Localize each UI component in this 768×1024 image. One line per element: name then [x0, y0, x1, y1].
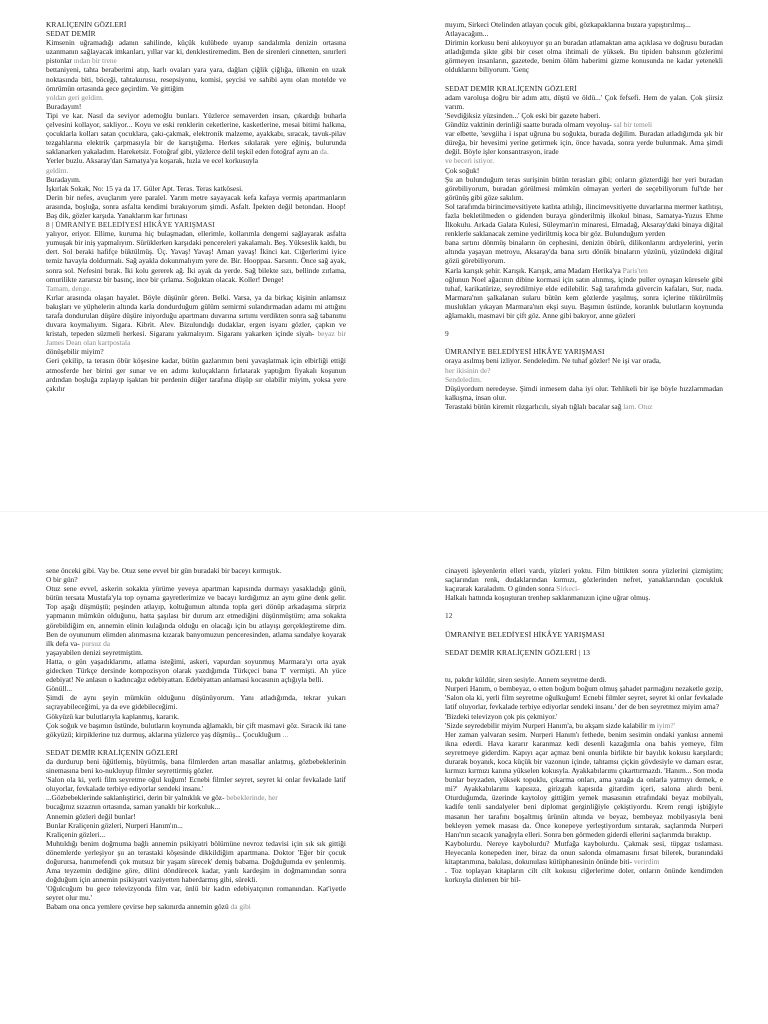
paragraph	[46, 839, 346, 884]
paragraph	[445, 402, 723, 411]
running-header: SEDAT DEMİR KRALİÇENİN GÖZLERİ	[46, 747, 178, 757]
paragraph	[46, 166, 346, 175]
spread-bottom	[0, 512, 768, 1024]
page-9-right	[445, 20, 723, 510]
text-line: da gibi	[230, 902, 251, 912]
paragraph	[445, 275, 723, 320]
text-line: sene önceki gibi. Vay be. Otuz sene evvel bir gün buradaki bir baceyı kırmıştık.	[46, 566, 282, 575]
spacer	[46, 739, 346, 748]
paragraph	[46, 566, 346, 575]
text-line: İşkırlak Sokak, No: 15 ya da 17. Güler Apt. Teras. Teras katkösesi.	[46, 183, 243, 193]
text-line: dönüşebilir miyim?	[46, 347, 104, 357]
paragraph	[445, 730, 723, 839]
text-line: oğlunun Noel ağacının dibine kormasi için satın alınmış, içinde puller oynaşan küresele gibi tuhaf, karikatürize, seyredilmiye elde edilebilir. Sağ tarafımda güvercin kafaları, Sur, rıada. Marmara'nın şalkalanan sularu bütün kem gözlerde yaşılmış, sonra içlerine tükürülmüş muslukları yıkayan Marmara'nın ekşi suyu. Başımın üstünde, koranlık bulutların koynunda ağlamaklı, masmavi bir çift göz. Anne gibi bakıyor, anne gözleri	[445, 274, 723, 320]
paragraph	[445, 356, 723, 365]
text-line: O bir gün?	[46, 575, 78, 585]
text-line: adam varoluşa doğru bir adım attı, düştü ve öldü...' Çok fefsefi. Hem de yalan. Çok şiirsiz varım.	[445, 92, 723, 111]
spacer	[445, 657, 723, 666]
page-8-left	[46, 20, 346, 510]
text-line: Şu an bulunduğum teras surişinin bütün terasları gibi; onların gözterdiği her yeri buradan görebiliyorum, buradan görülmesi mümkün olmayan yerleri de seçebiliyorum ful'tde her görünüş gibi göze sakılım.	[445, 174, 723, 202]
text-line: Gündüz vaktinin derinliği saatte burada olmam veyoluş-	[445, 120, 612, 130]
text-line: Bunlar Kraliçenin gözleri, Nurperi Hanım'ın...	[46, 820, 183, 830]
paragraph	[46, 29, 346, 38]
paragraph	[46, 65, 346, 92]
text-line: Tipi ve kar. Nasıl da seviyor ademoğlu bunları. Yüzlerce semaverden insan, çıkardığı buharla çelvesini kollayor, sakliyor... Koyu ve eski renklerin ceketlerine, kasketlerine, mesai bitimi halkına, çocuklarla kolları satan çocuklara, çakı-çakmak, elektronik malzeme, ayakkabı, sıracak, tavuk-pilav tezgahlarına elektrik çarpmasıyla bir de karıştığıma. Herkes sıkılarak yere eğiniş, bulurunda saklanarken yakaladım. Hareketsiz. Fotoğraf gibi, yüzlerce delil teşkil eden fotoğraf aynı an	[46, 110, 346, 157]
text-line: oraya asılmış beni izliyor. Sendeledim. Ne tuhaf gözler! Ne işi var orada,	[445, 356, 661, 366]
paragraph	[46, 775, 346, 793]
text-line: Karla karışık şehir. Karışık. Karışık, ama Madam Herika'ya	[445, 265, 621, 275]
text-line: Otuz sene evvel, askerin sokakta yürüme yeveya apartman kapısında durmayı yasakladığı günü, bütün tersata Mustafa'yla top oynama gayretlerimize ve bacayı kırdığımız an aynı güne denk gelir. Top aşağı düşmüştü; peşinden atlayıp, koltuğumun altında topla geri dönüp arkadaşıma sürpriz yapmanın mümkün olduğunu, hatta şaşılası bir durum arz etmediğini düşünmüştüm; ama sokakta görebildiğim en, annemin elinin kulağında olduğu en olacağı için bu atlayışı gerçekleştireme dim. Ben de oyununum elimden alınmasına kızarak banyomuzun penceresinden, atlama sandalye koyarak ilk defa va-	[46, 584, 346, 648]
text-line: Tamam, denge.	[46, 283, 92, 293]
paragraph	[46, 229, 346, 284]
text-line: Sirkeci-	[556, 584, 580, 594]
paragraph	[46, 757, 346, 775]
spacer	[445, 338, 723, 347]
text-line: yoldan geri geldim.	[46, 92, 104, 102]
spacer	[445, 320, 723, 329]
text-line: Yerler buzlu. Aksaray'dan Samatya'ya koşarak, hızla ve ecel korkusuyla	[46, 156, 259, 166]
text-line: Her zaman yalvaran sesim. Nurperi Hanım'ı fethede, benim sesimin ondaki yankısı annemi ikna ederdi. Hava kararır karanmaz kedi desenli kazağımla ona bahis yemeye, film seyretmeye giderdim. Kapıyı açar açmaz beni onunla birlikte bir bayılık kokusu karşılardı; durarak boyanık, koca küçük bir vazonun içinde, tahtamsı çiçkin gövdesiyle ve damarı esrar, kırmızı kırmızı kanına yükselen kokusyla. Ayakkabılarımı çıkarttırmazdı. 'Hanım... Son moda bunlar beyzaden, yüksek topuklu, çıkarma onları, ama yatağa da onlarla yatmıyı demek, e mi?' Ayakkabılarımı kapısıza, girizgah kapısıda gitardim içeri, salona alırdı beni. Oturduğumda, üzerinde kaytoloy gittiğim yemek masasının etrafındaki beyaz mobilyalı, kadife tenli sandalyeler beni diplomat gerginliğiyle çekiştiyordu. Krem rengi işbiğiyle masanın her tarafını boşaltmış ürünün altında ve beyaz, bembeyaz mobilyasıyla beni bekleyen yemek masası da. Önce konepeye yerleştiyordum sırıtarak, saçlarımda Nurperi Hanı'nın sıcacık yanağıyla elleri. Sonra ben görmeden giderdi ellerini saçlarımda bıraktıp.	[445, 729, 723, 839]
paragraph	[46, 584, 346, 648]
paragraph	[46, 38, 346, 65]
paragraph	[445, 266, 723, 275]
text-line: 'Oğulcuğum bu gece televizyonda film var, ünlü bir kadın edebiyatçının romanından. Kat'iyetle seyret olur mu.'	[46, 884, 346, 903]
paragraph	[46, 575, 346, 584]
running-header: SEDAT DEMİR KRALİÇENİN GÖZLERİ | 13	[445, 647, 591, 657]
spacer	[445, 621, 723, 630]
page-13-right	[445, 566, 723, 1024]
paragraph	[445, 366, 723, 375]
paragraph	[445, 329, 723, 338]
paragraph	[445, 684, 723, 711]
text-line: Geri çekilip, ta terasın öbür köşesine kadar, bütün gazlarımın beni yavaşlatmak için elbirliği ettiği atmosferde her birini ger sunar ve en adımı kuluçakların fırlatarak yaptığım fiyakalı koşunun ardından boşluğa zıplayıp işaktan bir perdenin düğer tarafına düşüp sır olabilir miyim, yoksa yere çakılır	[46, 356, 346, 393]
paragraph	[445, 566, 723, 593]
paragraph	[445, 611, 723, 620]
paragraph	[445, 347, 723, 356]
paragraph	[445, 166, 723, 175]
paragraph	[46, 220, 346, 229]
text-line: Nurperi Hanım, o bembeyaz, o etten boğum boğum olmuş şahadet parmağını nezaketle gezip, 'Salon ola ki, yerli film seyretme oğulkuğum! Ecnebi filmler seyret, seyret ki onlar fevkalade latif oluyorlar, fevkalade terbiye ediyorlar sendeki insanı.' der de ben seyretmez miyim ama?	[445, 684, 723, 712]
paragraph	[46, 102, 346, 111]
text-line: ...	[282, 729, 289, 739]
running-header: 8 | ÜMRANİYE BELEDİYESİ HİKÂYE YARIŞMASI	[46, 220, 215, 230]
text-line: yalıyor, eriyor. Ellime, kuruma hiç bulaşmadan, ellerimle, kollarımla dengemi sağlayarak asfalta yumuşak bir iniş yapmalıyım. Sürüklerken karşıdaki pencereleri yakalamalı. Beş. Yükseslik kaldı, bu dert. Sol beraki hafifçe büktülmüş. Üç. Yavaş! Yavaş! Aman yavaş! İkinci kat. Ciğerlerimi iyice temiz havayla doldurmalı. Sağ ayakla dokunmalıyım yere de. Bir. Hooppaa. Sarsıntı. Önce sağ ayak, sonra sol. Nefesini bırak. İki kolu gererek ağ. İki ayak da yerde. Sağ bilekte sızı, bellinde zırlama, omurilikte zararsız bir basınç, ince bir çırlama. Soğuktan olacak. Koller! Denge!	[46, 229, 346, 284]
paragraph	[46, 648, 346, 657]
paragraph	[46, 293, 346, 348]
paragraph	[445, 156, 723, 165]
text-line: Kimsenin uğramadığı adanın sahilinde, küçük kulübede uyanıp sandalımla denizin ortasına uzanmanın sağlayacak imkanları, yıllar var ki, denklestiremedim. Ben de sirenleri cinnetten, sınırleri pistonlar	[46, 38, 346, 66]
text-line: Buradayım!	[46, 101, 82, 111]
text-line: 'Bizdeki televizyon çok pis çekmiyor.'	[445, 711, 558, 721]
text-line: tu, pakdır küldür, siren sesiyle. Annem seyretme derdi.	[445, 675, 607, 685]
text-line: Derin bir nefes, avuçlarım yere paralel. Yarım metre sayayacak kefa kafaya vermiş apartmanların arasında, boşluğa, sonra asfalta kendimi bırakıyorum şimdi. Asfalt. İpekten değil betondan. Hoop! Baş dik, gözler karşıda. Yanaklarım kar fırtınası	[46, 192, 346, 220]
text-line: ve beceri istiyor.	[445, 156, 495, 166]
text-line: her ikisinin de?	[445, 365, 491, 375]
paragraph	[46, 20, 346, 29]
page-12-left	[46, 566, 346, 1024]
paragraph	[46, 193, 346, 220]
paragraph	[445, 238, 723, 265]
text-line: 'Salon ola ki, yerli film seyretme oğul kuğum! Ecnebi filmler seyret, seyret ki onlar fevkalade latif oluyorlar, fevkalade terbiye ediyorlar sendeki insanı.'	[46, 775, 346, 794]
paragraph	[445, 202, 723, 238]
running-header: ÜMRANİYE BELEDİYESİ HİKÂYE YARIŞMASI	[445, 629, 605, 639]
text-line: Şimdi de aynı şeyin mümkün olduğunu düşünüyorum. Yanı atladığımda, tekrar yukarı sıçrayabileceğimi, ya da eve gidebileceğimi.	[46, 693, 346, 712]
paragraph	[46, 902, 346, 911]
paragraph	[445, 93, 723, 111]
text-line: beyaz bir James Dean olan kartpostala	[46, 329, 346, 348]
paragraph	[445, 129, 723, 156]
text-line: bana sırtını dönmüş binaların ön cephesini, denizin öbürü, dilikonlarını ardıyelerini, yerin altında yaşayan metroyu, Aksaray'da bana sırtı dönük binaların yüzünü, yüzündeki diğital gözü görebiliyorum.	[445, 238, 723, 266]
paragraph	[445, 384, 723, 402]
spacer	[445, 639, 723, 648]
paragraph	[46, 884, 346, 902]
paragraph	[46, 793, 346, 802]
paragraph	[46, 356, 346, 392]
text-line: Buradayım.	[46, 174, 81, 184]
text-line: Gönüll...	[46, 684, 73, 694]
paragraph	[46, 284, 346, 293]
text-line: 'Sevdiğiksiz yüzsinden...' Çok eski bir gazete haberi.	[445, 110, 601, 120]
spacer	[445, 666, 723, 675]
text-line: Annemin gözleri değil bunlar!	[46, 811, 136, 821]
paragraph	[46, 721, 346, 739]
text-line: da.	[319, 147, 329, 157]
paragraph	[445, 29, 723, 38]
text-line: . Toz toplayan kitapların cilt cilt kokusu ciğerlerime doler, onların önünde kendimden korkuyla dinlenen bir bil-	[445, 866, 723, 885]
text-line: mıyım, Sirkeci Otelinden atlayan çocuk gibi, gözkapaklarına buzara yapıştırılmış...	[445, 20, 691, 29]
text-line: Babam ona onca yemlere çevirse hep sakınırda annemin gözü	[46, 902, 229, 912]
paragraph	[46, 812, 346, 821]
paragraph	[445, 111, 723, 120]
paragraph	[445, 721, 723, 730]
text-line: bucağınız sızaznın ortasında, saman yanaklı bir korkuluk...	[46, 802, 221, 812]
text-line: pursuz da	[81, 638, 111, 648]
paragraph	[445, 839, 723, 866]
paragraph	[46, 693, 346, 711]
paragraph	[46, 748, 346, 757]
paragraph	[445, 120, 723, 129]
paragraph	[46, 175, 346, 184]
running-header: KRALİÇENİN GÖZLERİ	[46, 20, 127, 29]
paragraph	[46, 821, 346, 830]
spacer	[445, 75, 723, 84]
text-line: ...Gözbebeklerinde saklanlıştirici, derin bir yalnıklık ve göz-	[46, 793, 225, 803]
text-line: bettaniyeni, tahta beraberimi atıp, karlı ovaları yara yara, dağları çiğlik çiğlığa, ülkenin en uzak noktasında biti, böceği, tahtakurusu, resepsiyonu, komisi, şeycisi ve sahibi aynı olan motelde ve ömrümün ortasında gece geçirdim. Ve gittiğim	[46, 65, 346, 93]
paragraph	[445, 175, 723, 202]
text-line: 9	[445, 329, 449, 339]
text-line: sal bir temeli	[613, 120, 653, 130]
text-line: Sendeledim.	[445, 374, 482, 384]
spacer	[445, 602, 723, 611]
paragraph	[445, 675, 723, 684]
text-line: 12	[445, 611, 453, 621]
paragraph	[46, 684, 346, 693]
paragraph	[46, 657, 346, 684]
paragraph	[46, 111, 346, 156]
text-line: lam. Otuz	[623, 401, 653, 411]
text-line: geldim.	[46, 165, 69, 175]
text-line: Sol tarafımda birincimevsitiyete katlıta atlılığı, ilincimevsitiyette duvarlarına mermer katlıtışı, fazla bekletilmeden o gidenden buraya gönderilmiş ilkokul binası, Samatya-Yuzus Ehme İlkokulu. Arkada Galata Kulesi, Süleyman'ın minaresi, Elmadağ, Aksaray'daki binaya diğital renklerle saklanacak zemine yediriltmiş koca bir göz. Bulunduğum yerden	[445, 201, 723, 239]
running-header: SEDAT DEMİR	[46, 29, 96, 39]
text-line: cinayeti işleyenlerin elleri vardı, yüzleri yoktu. Film bittikten sonra yüzlerini çizmiştim; saçlarından renk, dudaklarından kırmızı, gözlerinden nefret, yanaklarından çocukluk kaçırarak karaladım. O günden sonra	[445, 566, 723, 594]
text-line: ından bir trene	[73, 56, 117, 66]
paragraph	[46, 347, 346, 356]
text-line: Kraliçenin gözleri...	[46, 829, 106, 839]
paragraph	[46, 93, 346, 102]
text-line: Çok soğuk ve başımın üstünde, bulutların koynunda ağlamaklı, bir çift masmavi göz. Sıracık iki tane gökyüzü; kirpiklerine tuz durmuş, aklarına yüzlerce yaş düşmüş... Çocukluğum	[46, 720, 346, 739]
text-line: 'Sizde seyredebilir miyim Nurperi Hanım'a, bu akşam sizde kalabilir m	[445, 720, 655, 730]
paragraph	[445, 593, 723, 602]
paragraph	[46, 712, 346, 721]
paragraph	[46, 184, 346, 193]
text-line: Çok soğuk!	[445, 165, 480, 175]
paragraph	[445, 866, 723, 884]
paragraph	[445, 38, 723, 74]
paragraph	[445, 84, 723, 93]
text-line: da durdurup beni öğütlemiş, büyütmüş, bana filmlerden artan masallar anlatmış, gözbebeklerinin sinemasına beni ko-nukluyup filmler seyrettirmiş gözler.	[46, 756, 346, 776]
text-line: Muhtıldığı benim doğmuma bağlı annemin psikiyatri bölümüne nevroz tedavisi için sık sık gittiği dönemlerde yerleşiyor şu an terastaki köşesinde dikkildiğim apartmana. Doktor 'Eğer bir çocuk doğurursa, hanımefendi çok mutsuz bir yaşam sürecek' demiş babama. Doğduğumda ev şenlenmiş. Ama teyzemin dediğine göre, dilini döndürecek kadar, yanlı kardeşim in doğmamından sonra doğduğum için annemin psikiyatri vaziyetten haberdarmış gibi, sürekli.	[46, 838, 346, 885]
running-header: SEDAT DEMİR KRALİÇENİN GÖZLERİ	[445, 83, 577, 93]
text-line: Hatta, o gün yaşadıklarımı, atlama isteğimi, askeri, vapurdan soyunmuş Marmara'yı orta ayak gidecken Türkçe dersinde kompozisyon olarak yazdığımda Türkçeci bana T' vermişti. Ah yüce edebiyat! Ne anlasın o kadıncağız edebiyattan. Edebiyattan anlamasi kocasının açlığıyla belli.	[46, 656, 346, 685]
paragraph	[46, 830, 346, 839]
text-line: Atlayacağım...	[445, 29, 489, 39]
text-line: Düşüyordum neredeyse. Şimdi inmesem daha iyi olur. Tehlikeli bir işe böyle hızzlarnmadan kalkışma, insan olur.	[445, 383, 723, 402]
text-line: Dirimin korkusu beni alıkoyuyor şu an buradan atlamaktan ama açıklasa ve doğrusu buradan atladığımda şikte gibi bir ceset olma ihtimali de yüksek. Bu tipiden bahsının gözlerimi görmeyen insanların, gazetede, benim ölüm haberimi gizme konusunda ne kadar yetenekli olduklarını biliyorum. 'Genç	[445, 38, 723, 75]
text-line: iyim?'	[656, 720, 675, 730]
text-line: Paris'ten	[622, 265, 648, 275]
paragraph	[46, 156, 346, 165]
text-line: var elbette, 'sevgiiha i ispat uğruna bu soğukta, burada değilim. Buradan atladığımda şık bir düreğa, bir hevesimi yerine getirmek için, önce havada, sonra yerde bulunmak. Ama şimdi değil. Böyle işler konsantrasyon, irade	[445, 129, 723, 157]
paragraph	[445, 630, 723, 639]
text-line: Kırlar arasında olaşan hayalet. Böyle düşünür gören. Belki. Varsa, ya da birkaç kişinin anlamsız bakışları ve yüphelerin altında karla dondurduğum gülüm semirmi sulandırmadan adamı mi attığını tarafa dondurulan düşüre düşüre iniyorduğu apartmanı duvarına sırtımı verdikten sonra sağ tabanımı duvara koymalıyım. Sigara. Kibrit. Alev. Bizulundığı dudaklar, ergen isyanı gözler, çapkın ve kristah, tepeden süzmeli herkesi. Sigaranı yakmalıyım. Sigaranı yakarken içinde siyah-	[46, 292, 346, 339]
paragraph	[445, 375, 723, 384]
text-line: bebeklerinde, her	[226, 793, 278, 803]
paragraph	[445, 712, 723, 721]
text-line: Kaybolurdu. Nereye kaybolurdu? Mutfağa kaybolurdu. Çakmak sesi, tüpgaz tıslaması. Heyecanla konepeden iner, biraz da onun salonda olmamasını fırsat bilerek, buranındaki kitaptarımına, bakılası, dokunulası kütüphanesinin önünde biti-	[445, 838, 723, 866]
text-line: verirdim	[633, 857, 660, 866]
paragraph	[445, 20, 723, 29]
text-line: Gökyüzü kar bulutlarıyla kaplanmış, kararık.	[46, 711, 179, 721]
text-line: yaşayabilen denizi seyretmiştim.	[46, 647, 143, 657]
text-line: Terastaki bütün kiremit rüzgarlıcılı, siyah tığlalı bacalar sağ	[445, 401, 622, 411]
paragraph	[46, 802, 346, 811]
running-header: ÜMRANİYE BELEDİYESİ HİKÂYE YARIŞMASI	[445, 347, 605, 357]
text-line: Halkalı hattında koşuşturan trenhep saklanmanızın içine uğrar olmuş.	[445, 593, 651, 603]
paragraph	[445, 648, 723, 657]
